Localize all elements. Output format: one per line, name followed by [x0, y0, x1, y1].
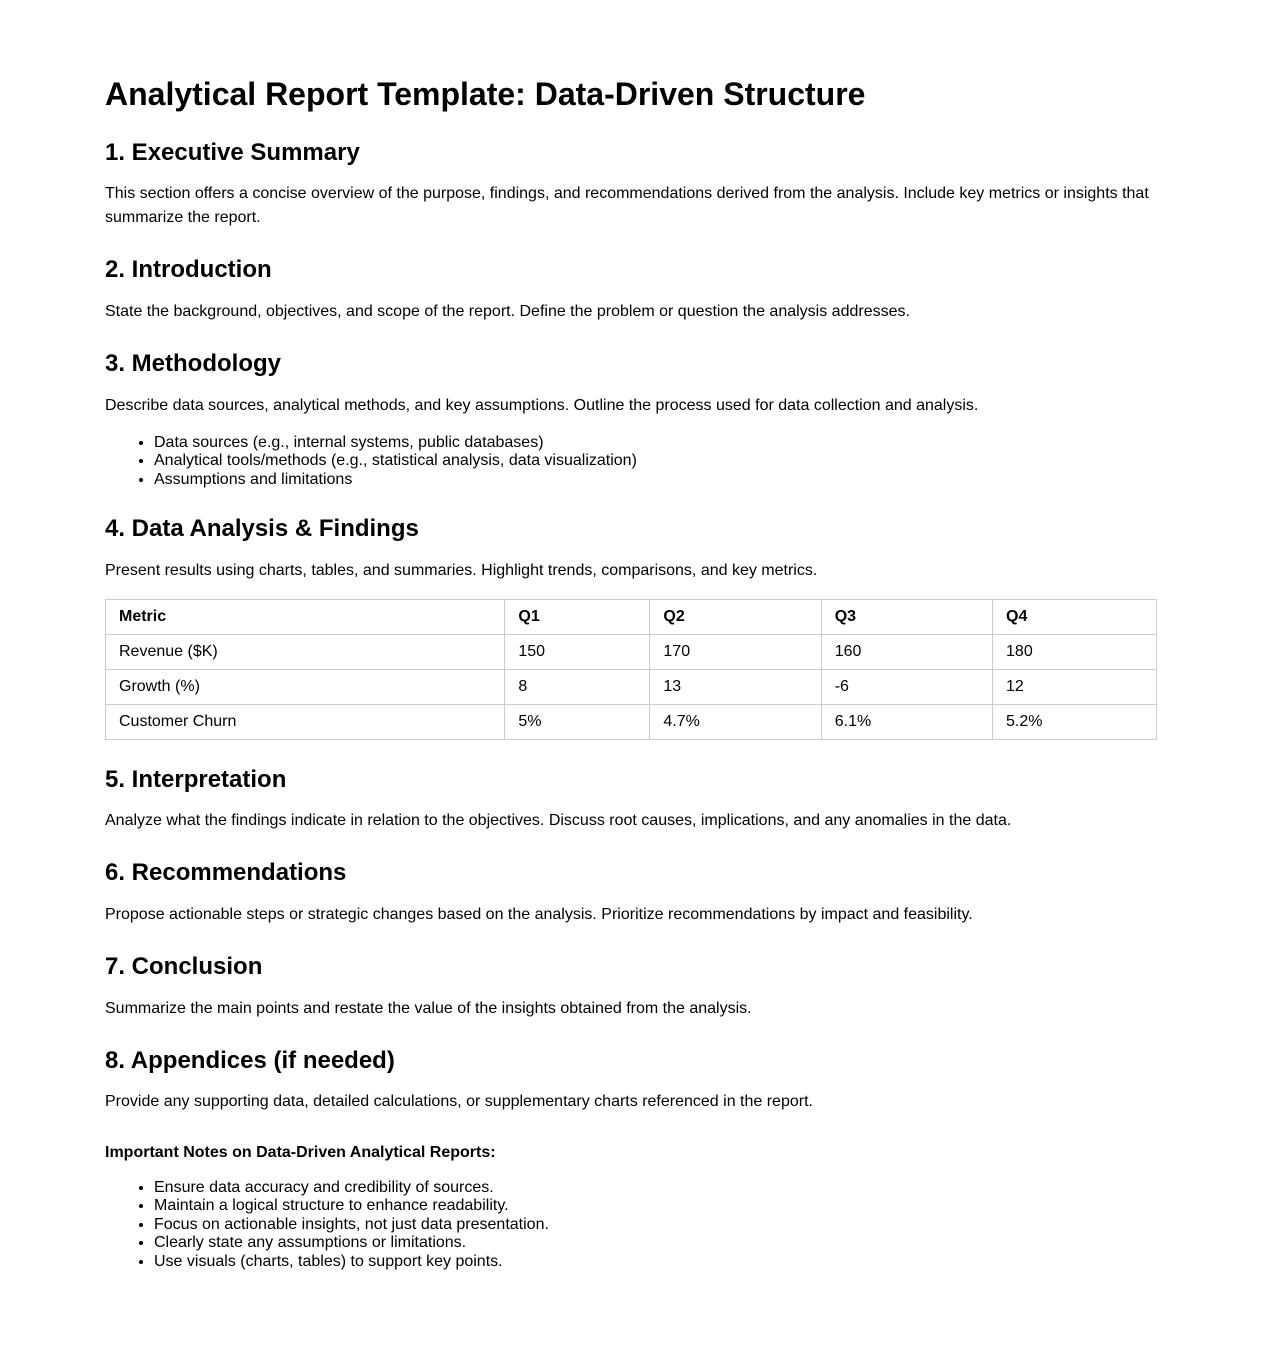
list-item: • Maintain a logical structure to enhance readability. — [154, 1197, 1157, 1216]
table-header-q4: Q4 — [993, 599, 1157, 634]
table-cell: 180 — [993, 634, 1157, 669]
table-header-row — [106, 599, 1157, 634]
section-paragraph-recommendations: Propose actionable steps or strategic changes based on the analysis. Prioritize recommendations by impact and feasibility. — [105, 906, 973, 923]
list-item: • Data sources (e.g., internal systems, public databases) — [154, 434, 1157, 453]
table-header-q1: Q1 — [505, 599, 650, 634]
table-row — [106, 704, 1157, 739]
section-interpretation — [105, 766, 1157, 834]
table-cell: 8 — [505, 669, 650, 704]
list-item: • Assumptions and limitations — [154, 471, 1157, 490]
list-item: • Analytical tools/methods (e.g., statistical analysis, data visualization) — [154, 452, 1157, 471]
table-cell: 6.1% — [821, 704, 992, 739]
table-cell: -6 — [821, 669, 992, 704]
section-heading-methodology: 3. Methodology — [105, 349, 281, 377]
table-cell: 12 — [993, 669, 1157, 704]
table-cell: Customer Churn — [106, 704, 505, 739]
notes-heading: Important Notes on Data-Driven Analytical Reports: — [105, 1144, 496, 1162]
methodology-list — [105, 434, 1157, 490]
section-heading-executive-summary: 1. Executive Summary — [105, 138, 360, 166]
section-paragraph-introduction: State the background, objectives, and scope of the report. Define the problem or question the analysis addresses. — [105, 302, 910, 320]
section-heading-data-analysis: 4. Data Analysis & Findings — [105, 515, 419, 543]
list-item: • Ensure data accuracy and credibility of sources. — [154, 1179, 1157, 1198]
section-paragraph-appendices: Provide any supporting data, detailed calculations, or supplementary charts referenced in the report. — [105, 1093, 813, 1111]
table-cell: 170 — [650, 634, 821, 669]
metrics-table — [105, 599, 1157, 740]
list-item: • Focus on actionable insights, not just data presentation. — [154, 1216, 1157, 1235]
table-cell: Revenue ($K) — [106, 634, 505, 669]
list-item: • Use visuals (charts, tables) to support key points. — [154, 1253, 1157, 1272]
section-introduction — [105, 256, 1157, 324]
table-row — [106, 669, 1157, 704]
section-heading-conclusion: 7. Conclusion — [105, 953, 263, 980]
table-cell: 4.7% — [650, 704, 821, 739]
section-heading-appendices: 8. Appendices (if needed) — [105, 1046, 395, 1074]
table-header-q3: Q3 — [821, 599, 992, 634]
section-important-notes — [105, 1144, 1157, 1271]
table-cell: 150 — [505, 634, 650, 669]
table-cell: 160 — [821, 634, 992, 669]
table-header-metric: Metric — [106, 599, 505, 634]
section-paragraph-executive-summary: This section offers a concise overview of the purpose, findings, and recommendations derived from the analysis. Include key metrics or insights that summarize the report. — [105, 185, 1149, 227]
section-methodology — [105, 350, 1157, 489]
page-title: Analytical Report Template: Data-Driven Structure — [105, 76, 866, 112]
table-header-q2: Q2 — [650, 599, 821, 634]
section-recommendations — [105, 859, 1157, 927]
section-paragraph-interpretation: Analyze what the findings indicate in relation to the objectives. Discuss root causes, implications, and any anomalies in the data. — [105, 812, 1012, 830]
table-cell: 5% — [505, 704, 650, 739]
section-executive-summary — [105, 139, 1157, 231]
section-data-analysis-findings — [105, 515, 1157, 740]
section-appendices — [105, 1047, 1157, 1115]
section-paragraph-data-analysis: Present results using charts, tables, and summaries. Highlight trends, comparisons, and key metrics. — [105, 561, 818, 579]
table-cell: Growth (%) — [106, 669, 505, 704]
table-cell: 13 — [650, 669, 821, 704]
table-cell: 5.2% — [993, 704, 1157, 739]
section-heading-introduction: 2. Introduction — [105, 256, 272, 284]
section-conclusion — [105, 953, 1157, 1021]
section-paragraph-methodology: Describe data sources, analytical methods, and key assumptions. Outline the process used for data collection and analysis. — [105, 396, 979, 414]
notes-list — [105, 1179, 1157, 1272]
section-heading-interpretation: 5. Interpretation — [105, 765, 287, 793]
table-row — [106, 634, 1157, 669]
section-heading-recommendations: 6. Recommendations — [105, 859, 347, 887]
section-paragraph-conclusion: Summarize the main points and restate the value of the insights obtained from the analysis. — [105, 999, 752, 1017]
list-item: • Clearly state any assumptions or limitations. — [154, 1234, 1157, 1253]
